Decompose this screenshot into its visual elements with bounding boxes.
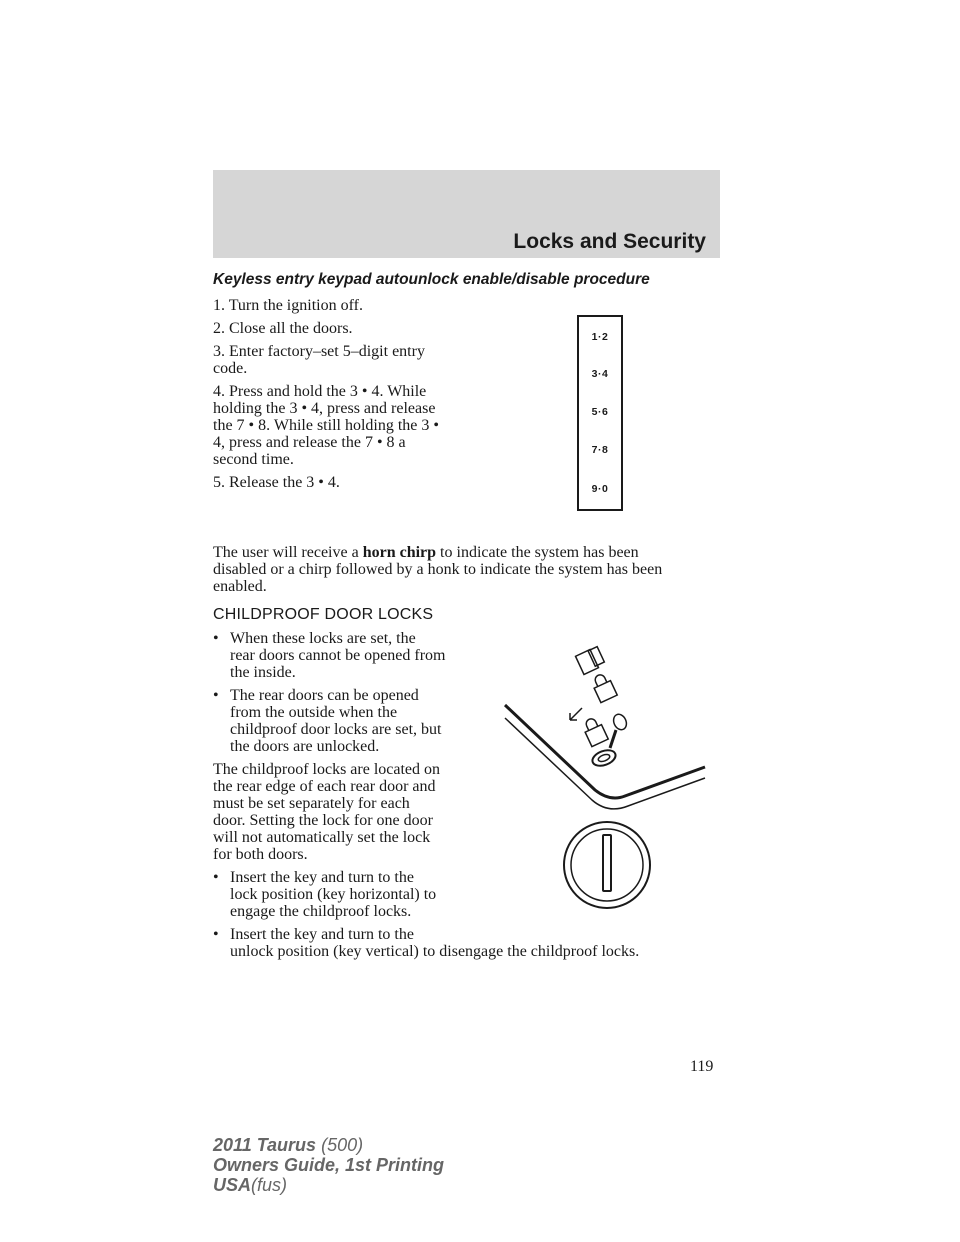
unlock-icon xyxy=(576,647,605,675)
bullet-3-marker: • xyxy=(213,869,219,886)
bullet-3-line1: Insert the key and turn to the xyxy=(230,869,414,886)
keypad-key-5-6: 5·6 xyxy=(591,406,609,418)
footer-model: 2011 Taurus xyxy=(213,1135,317,1155)
lock-cylinder-illustration xyxy=(561,819,653,911)
bullet-2-line3: childproof door locks are set, but xyxy=(230,721,442,738)
key-icon xyxy=(590,712,628,768)
arrow-icon xyxy=(570,708,582,720)
section-title: Locks and Security xyxy=(513,230,706,253)
footer-model-code: (500) xyxy=(321,1135,364,1155)
keypad-key-7-8: 7·8 xyxy=(591,444,609,456)
section-header-band xyxy=(213,170,720,258)
bullet-3-line2: lock position (key horizontal) to xyxy=(230,886,437,903)
step-4-line2: holding the 3 • 4, press and release xyxy=(213,400,436,417)
page-number: 119 xyxy=(690,1058,714,1075)
bullet-1-marker: • xyxy=(213,630,219,647)
result-line3: enabled. xyxy=(213,578,267,595)
keypad-key-1-2: 1·2 xyxy=(591,331,609,343)
step-1: 1. Turn the ignition off. xyxy=(213,297,363,314)
para-line2: the rear edge of each rear door and xyxy=(213,778,436,795)
result-line2: disabled or a chirp followed by a honk to indicate the system has been xyxy=(213,561,663,578)
para-line1: The childproof locks are located on xyxy=(213,761,441,778)
result-line1: The user will receive a horn chirp to indicate the system has been xyxy=(213,544,639,561)
key-slot-vertical xyxy=(603,835,611,891)
print-footer xyxy=(213,1135,444,1195)
para-line4: door. Setting the lock for one door xyxy=(213,812,433,829)
lock-icon-upper xyxy=(590,672,617,703)
footer-region: USA xyxy=(213,1175,252,1195)
step-5: 5. Release the 3 • 4. xyxy=(213,474,340,491)
footer-region-code: (fus) xyxy=(251,1175,288,1195)
para-line6: for both doors. xyxy=(213,846,308,863)
bullet-4-line1: Insert the key and turn to the xyxy=(230,926,414,943)
step-2: 2. Close all the doors. xyxy=(213,320,353,337)
para-line5: will not automatically set the lock xyxy=(213,829,431,846)
step-3-line1: 3. Enter factory–set 5–digit entry xyxy=(213,343,425,360)
keyless-heading: Keyless entry keypad autounlock enable/disable procedure xyxy=(213,271,650,288)
childproof-heading: CHILDPROOF DOOR LOCKS xyxy=(213,606,434,623)
bullet-2-line4: the doors are unlocked. xyxy=(230,738,380,755)
step-4-line1: 4. Press and hold the 3 • 4. While xyxy=(213,383,427,400)
step-4-line3: the 7 • 8. While still holding the 3 • xyxy=(213,417,439,434)
lock-icon-lower xyxy=(581,716,608,747)
horn-chirp-emphasis: horn chirp xyxy=(362,544,437,561)
step-3-line2: code. xyxy=(213,360,248,377)
bullet-1-line2: rear doors cannot be opened from xyxy=(230,647,446,664)
keypad-key-9-0: 9·0 xyxy=(591,483,609,495)
bullet-2-line1: The rear doors can be opened xyxy=(230,687,419,704)
bullet-2-marker: • xyxy=(213,687,219,704)
door-lock-illustration xyxy=(500,640,710,820)
step-4-line4: 4, press and release the 7 • 8 a xyxy=(213,434,406,451)
footer-guide: Owners Guide, 1st Printing xyxy=(213,1155,445,1175)
keypad-key-3-4: 3·4 xyxy=(591,368,609,380)
keypad-illustration xyxy=(577,315,623,511)
bullet-2-line2: from the outside when the xyxy=(230,704,398,721)
bullet-3-line3: engage the childproof locks. xyxy=(230,903,412,920)
bullet-4-marker: • xyxy=(213,926,219,943)
para-line3: must be set separately for each xyxy=(213,795,410,812)
bullet-1-line3: the inside. xyxy=(230,664,296,681)
step-4-line5: second time. xyxy=(213,451,294,468)
bullet-1-line1: When these locks are set, the xyxy=(230,630,416,647)
bullet-4-line2: unlock position (key vertical) to disengage the childproof locks. xyxy=(230,943,640,960)
